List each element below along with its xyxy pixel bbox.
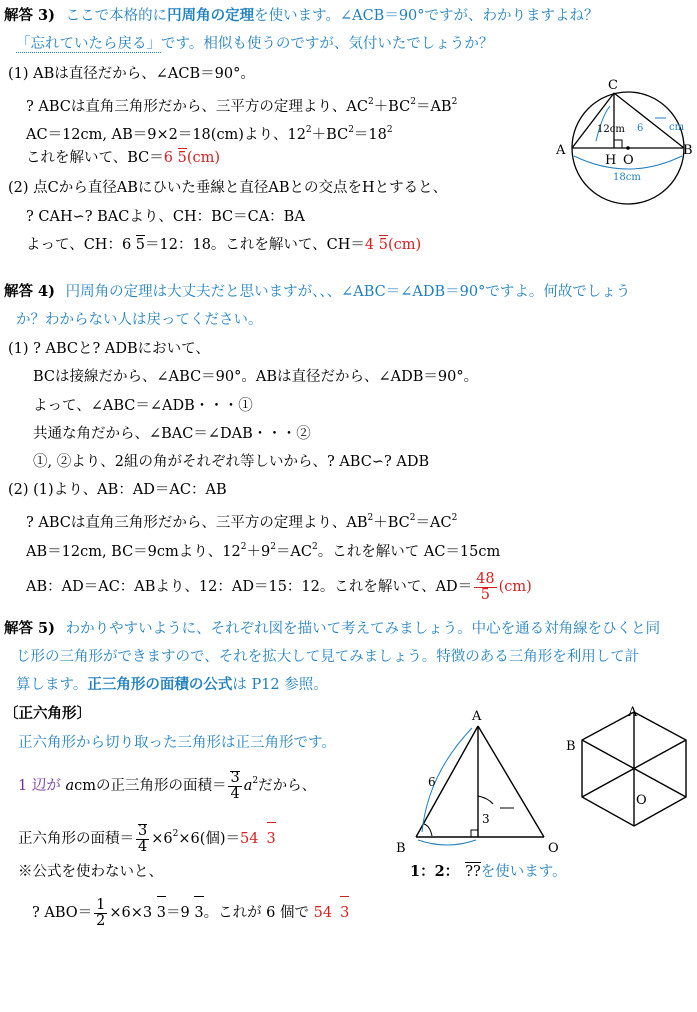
answer3-part2-line3: よって、CH：6 5＝12：18。これを解いて、CH＝4 5(cm) xyxy=(26,237,422,253)
hexagon-desc: 正六角形から切り取った三角形は正三角形です。 xyxy=(18,735,336,751)
answer5-intro-line2: じ形の三角形ができますので、それを拡大して見てみましょう。特徴のある三角形を利用して計 xyxy=(16,649,640,665)
label-12cm: 12cm xyxy=(597,124,625,135)
area-formula-link[interactable]: 正三角形の面積の公式 xyxy=(87,676,233,693)
answer4-line4: 共通な角だから、∠BAC＝∠DAB・・・② xyxy=(33,426,311,442)
answer5-intro-line3: 算します。正三角形の面積の公式は P12 参照。 xyxy=(16,676,328,693)
label-6: 6 xyxy=(428,775,436,789)
ratio-line: 1：2： ??を使います。 xyxy=(410,863,567,880)
answer3-intro1a: ここで本格的に xyxy=(65,8,168,24)
ad-fraction: $\frac{48}{5}$ xyxy=(476,570,495,603)
arc-base xyxy=(418,840,476,845)
answer4-line8: AB＝12cm, BC＝9cmより、$12^2+9^2=AC^2$。これを解いて AC＝15cm xyxy=(26,542,501,560)
formula-line1: 1 辺が acmの正三角形の面積＝ $\frac{3}{4}$ $a^2$だから、 xyxy=(18,769,317,802)
label-18cm: 18cm xyxy=(613,172,641,183)
label-cm: cm xyxy=(669,122,685,133)
answer3-part1-line2: ? ABCは直角三角形だから、三平方の定理より、$AC^2+BC^2=AB^2$ xyxy=(26,97,458,115)
label-a: A xyxy=(472,709,482,724)
label-b: B xyxy=(683,143,693,158)
answer3-part2-line1: (2) 点Cから直径ABにひいた垂線と直径ABとの交点をHとすると、 xyxy=(8,180,448,196)
chord-ac xyxy=(572,93,614,148)
answer5-intro-line1: 解答 5) わかりやすいように、それぞれ図を描いて考えてみましょう。中心を通る対角線をひくと同 xyxy=(4,620,661,637)
formula-line3: ? ABO＝ $\frac{1}{2}$ ×6×3 3＝9 3。これが 6 個で 54 3 xyxy=(32,896,350,929)
right-angle-mark xyxy=(614,140,622,148)
right-angle-mark xyxy=(471,830,478,837)
answer3-intro-line1 xyxy=(4,6,599,26)
answer3-label: 解答 3) xyxy=(4,7,55,24)
chord-cb xyxy=(614,93,684,148)
answer4-line5: ①, ②より、2組の角がそれぞれ等しいから、? ABC∽? ADB xyxy=(33,454,430,470)
label-3: 3 xyxy=(482,812,490,826)
hexagon-figure xyxy=(562,702,697,828)
label-b: B xyxy=(396,841,406,854)
angle-arc xyxy=(478,796,493,804)
formula-line2: 正六角形の面積＝ $\frac{3}{4}$ $\times 6^2\times 6$(個)＝54 3 xyxy=(18,822,276,855)
answer3-part2-line2: ? CAH∽? BACより、CH：BC＝CA：BA xyxy=(26,209,305,225)
label-a: A xyxy=(628,705,638,720)
answer4-line3: よって、∠ABC＝∠ADB・・・① xyxy=(33,398,253,414)
angle-arc-b xyxy=(424,824,432,836)
answer5-label: 解答 5) xyxy=(4,620,55,637)
label-o: O xyxy=(548,841,559,854)
label-o: O xyxy=(636,793,647,808)
label-a: A xyxy=(556,143,566,158)
answer4-line1: (1) ? ABCと? ADBにおいて、 xyxy=(8,341,210,357)
label-c: C xyxy=(608,78,618,93)
label-b: B xyxy=(566,739,576,754)
answer3-intro1c: を使います。∠ACB＝90°ですが、わかりますよね？ xyxy=(254,8,599,24)
hexagon-heading: 〔正六角形〕 xyxy=(4,705,91,722)
answer4-line7: ? ABCは直角三角形だから、三平方の定理より、$AB^2+BC^2=AC^2$ xyxy=(26,513,458,531)
answer4-label: 解答 4) xyxy=(4,283,55,300)
answer4-line9: AB：AD＝AC：ABより、12：AD＝15：12。これを解いて、AD＝ $\frac{48}{5}$ (cm) xyxy=(26,570,532,603)
answer3-intro-line2 xyxy=(16,34,493,54)
answer3-part1-line3: AC＝12cm, AB＝9×2＝18(cm)より、$12^2+BC^2=18^2$ xyxy=(26,125,393,143)
label-o: O xyxy=(623,153,634,168)
center-dot xyxy=(626,146,630,150)
note-line: ※公式を使わないと、 xyxy=(18,864,163,880)
answer3-part1-line4: これを解いて、BC＝6 5(cm) xyxy=(26,150,220,166)
answer4-line2: BCは接線だから、∠ABC＝90°。ABは直径だから、∠ADB＝90°。 xyxy=(33,369,479,385)
answer3-intro2b: です。相似も使うのですが、気付いたでしょうか？ xyxy=(161,36,494,52)
answer3-part1-line1: (1) ABは直径だから、∠ACB＝90°。 xyxy=(8,66,255,82)
circle-figure xyxy=(552,76,697,206)
label-h: H xyxy=(605,153,617,168)
inscribed-angle-theorem: 円周角の定理 xyxy=(167,7,255,24)
go-back-link[interactable]: 「忘れていたら戻る」 xyxy=(16,36,161,52)
answer4-intro-line1: 解答 4) 円周角の定理は大丈夫だと思いますが、、、∠ABC＝∠ADB＝90°ですよ。何故でしょう xyxy=(4,283,631,300)
label-6: 6 xyxy=(637,123,644,134)
answer4-line6: (2) (1)より、AB：AD＝AC：AB xyxy=(8,482,227,498)
answer4-intro-line2: か？わからない人は戻ってください。 xyxy=(16,312,263,328)
side-ab xyxy=(416,726,478,837)
triangle-figure xyxy=(392,704,570,854)
